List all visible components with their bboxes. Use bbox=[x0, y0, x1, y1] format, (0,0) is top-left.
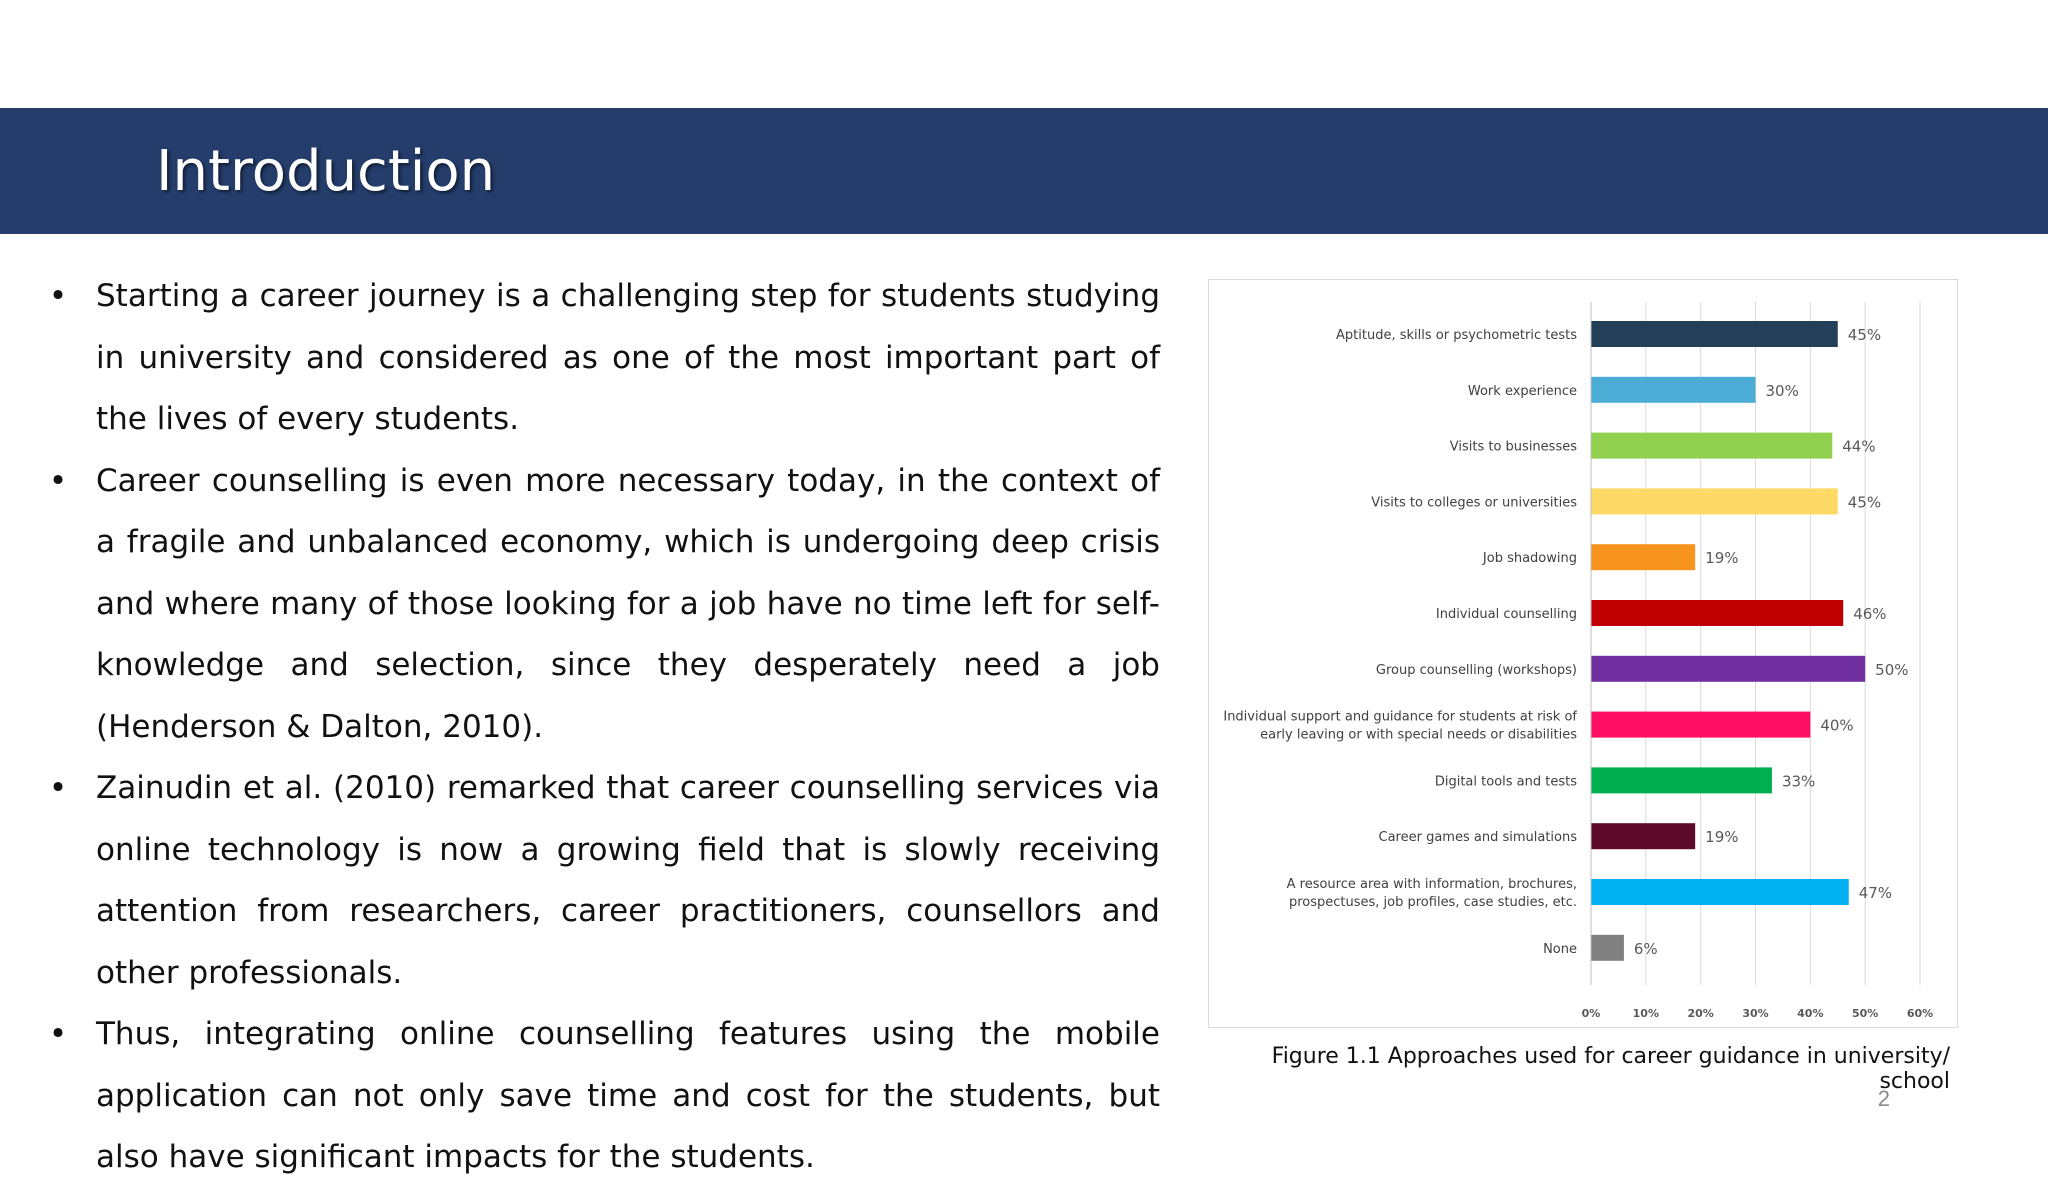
data-label: 30% bbox=[1765, 381, 1799, 400]
x-tick-label: 10% bbox=[1632, 1007, 1660, 1020]
category-label: Individual support and guidance for students at risk of bbox=[1223, 709, 1577, 725]
page-number: 2 bbox=[1877, 1086, 1890, 1111]
figure-caption: Figure 1.1 Approaches used for career guidance in university/ school bbox=[1271, 1044, 1950, 1094]
chart-bar bbox=[1591, 488, 1838, 514]
bullet-dot: • bbox=[48, 278, 68, 314]
category-label: Digital tools and tests bbox=[1434, 774, 1577, 790]
category-label: prospectuses, job profiles, case studies, etc. bbox=[1288, 895, 1577, 910]
bullet-item bbox=[48, 758, 1160, 1004]
x-tick-label: 60% bbox=[1906, 1007, 1934, 1020]
category-label: early leaving or with special needs or disabilities bbox=[1260, 727, 1577, 743]
data-label: 6% bbox=[1633, 939, 1658, 958]
x-tick-label: 50% bbox=[1851, 1007, 1879, 1020]
category-label: Individual counselling bbox=[1435, 607, 1577, 622]
bullet-item bbox=[48, 266, 1160, 451]
chart-bar bbox=[1591, 321, 1838, 347]
data-label: 45% bbox=[1847, 493, 1882, 512]
data-label: 47% bbox=[1858, 884, 1893, 902]
data-label: 19% bbox=[1705, 828, 1739, 847]
x-tick-label: 0% bbox=[1581, 1007, 1601, 1020]
category-label: Visits to colleges or universities bbox=[1371, 495, 1577, 511]
chart-bar bbox=[1591, 600, 1843, 626]
x-tick-label: 30% bbox=[1742, 1007, 1769, 1020]
bullet-text: Starting a career journey is a challenging step for students studying in university and considered as one of the most important part of the lives of every students. bbox=[96, 278, 1160, 437]
chart-bar bbox=[1591, 544, 1695, 570]
category-label: Group counselling (workshops) bbox=[1375, 662, 1577, 678]
bullet-item bbox=[48, 1004, 1160, 1189]
chart-figure bbox=[1208, 279, 1958, 1028]
chart-bar bbox=[1591, 767, 1772, 793]
bullet-text: Zainudin et al. (2010) remarked that career counselling services via online technology is now a growing field that is slowly receiving attention from researchers, career practitioners, counsellors and other professionals. bbox=[96, 770, 1160, 991]
chart-bar bbox=[1591, 935, 1624, 961]
category-label: Career games and simulations bbox=[1378, 830, 1577, 846]
x-tick-label: 20% bbox=[1687, 1007, 1714, 1020]
category-label: None bbox=[1543, 941, 1577, 957]
data-label: 44% bbox=[1842, 437, 1876, 456]
chart-bar bbox=[1591, 823, 1695, 849]
category-label: Work experience bbox=[1467, 383, 1577, 399]
data-label: 19% bbox=[1705, 549, 1739, 568]
category-label: Visits to businesses bbox=[1449, 439, 1577, 455]
category-label: Job shadowing bbox=[1482, 551, 1577, 567]
bullet-dot: • bbox=[48, 770, 68, 806]
x-tick-label: 40% bbox=[1797, 1007, 1824, 1020]
bullet-dot: • bbox=[48, 462, 68, 499]
bar-chart bbox=[1209, 280, 1957, 1027]
chart-bar bbox=[1591, 433, 1832, 459]
category-label: A resource area with information, brochures, bbox=[1286, 877, 1577, 892]
data-label: 50% bbox=[1875, 660, 1909, 679]
category-label: Aptitude, skills or psychometric tests bbox=[1336, 328, 1577, 343]
bullet-dot: • bbox=[48, 1016, 68, 1052]
chart-bar bbox=[1591, 712, 1810, 738]
bullet-text: Thus, integrating online counselling features using the mobile application can not only save time and cost for the students, but also have significant impacts for the students. bbox=[96, 1016, 1160, 1175]
chart-bar bbox=[1591, 377, 1756, 403]
chart-bar bbox=[1591, 879, 1849, 905]
data-label: 33% bbox=[1781, 772, 1816, 791]
slide-title: Introduction bbox=[156, 139, 496, 204]
bullet-text: Career counselling is even more necessary today, in the context of a fragile and unbalanced economy, which is undergoing deep crisis and where many of those looking for a job have no time left for self-knowledge and selection, since they desperately need a job (Henderson & Dalton, 2010). bbox=[96, 462, 1160, 745]
data-label: 40% bbox=[1820, 716, 1854, 735]
chart-bar bbox=[1591, 656, 1865, 682]
data-label: 45% bbox=[1847, 326, 1882, 344]
data-label: 46% bbox=[1853, 605, 1887, 623]
bullet-item bbox=[48, 451, 1160, 759]
bullet-list bbox=[48, 266, 1160, 1189]
